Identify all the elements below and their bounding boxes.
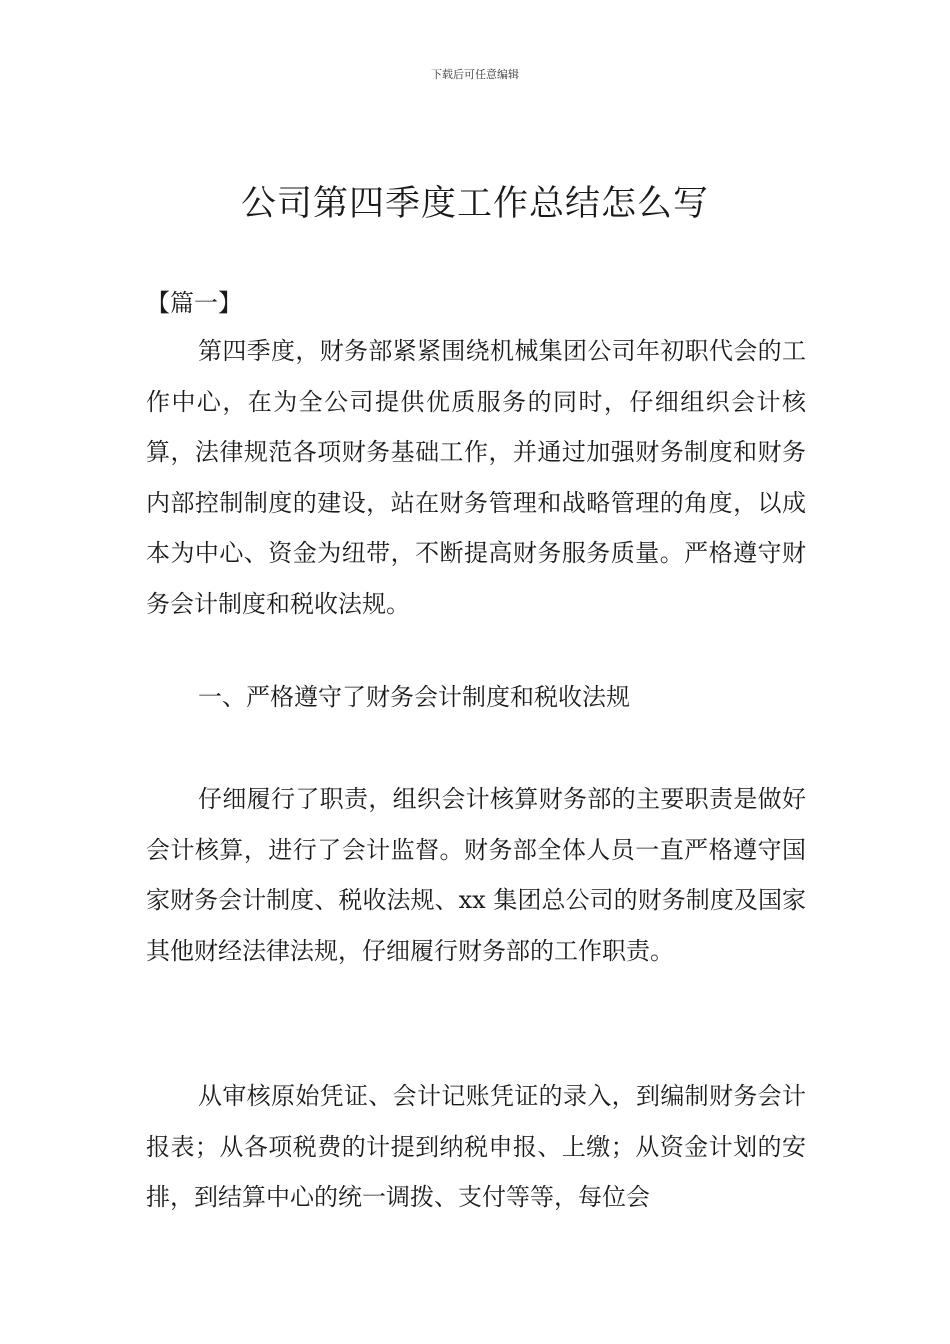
section-label: 【篇一】 (146, 289, 242, 317)
document-title: 公司第四季度工作总结怎么写 (240, 184, 709, 224)
paragraph-duties: 仔细履行了职责，组织会计核算财务部的主要职责是做好会计核算，进行了会计监督。财务部全体人员一直严格遵守国家财务会计制度、税收法规、xx 集团总公司的财务制度及国家其他财经法律法规，仔细履行财务部的工作职责。 (146, 785, 806, 965)
section-heading: 一、严格遵守了财务会计制度和税收法规 (198, 683, 630, 711)
paragraph-audit: 从审核原始凭证、会计记账凭证的录入，到编制财务会计报表；从各项税费的计提到纳税申报、上缴；从资金计划的安排，到结算中心的统一调拨、支付等等，每位会 (146, 1082, 806, 1211)
paragraph-intro: 第四季度，财务部紧紧围绕机械集团公司年初职代会的工作中心，在为全公司提供优质服务的同时，仔细组织会计核算，法律规范各项财务基础工作，并通过加强财务制度和财务内部控制制度的建设，站在财务管理和战略管理的角度，以成本为中心、资金为纽带，不断提高财务服务质量。严格遵守财务会计制度和税收法规。 (146, 337, 806, 618)
header-note: 下载后可任意编辑 (431, 68, 519, 81)
